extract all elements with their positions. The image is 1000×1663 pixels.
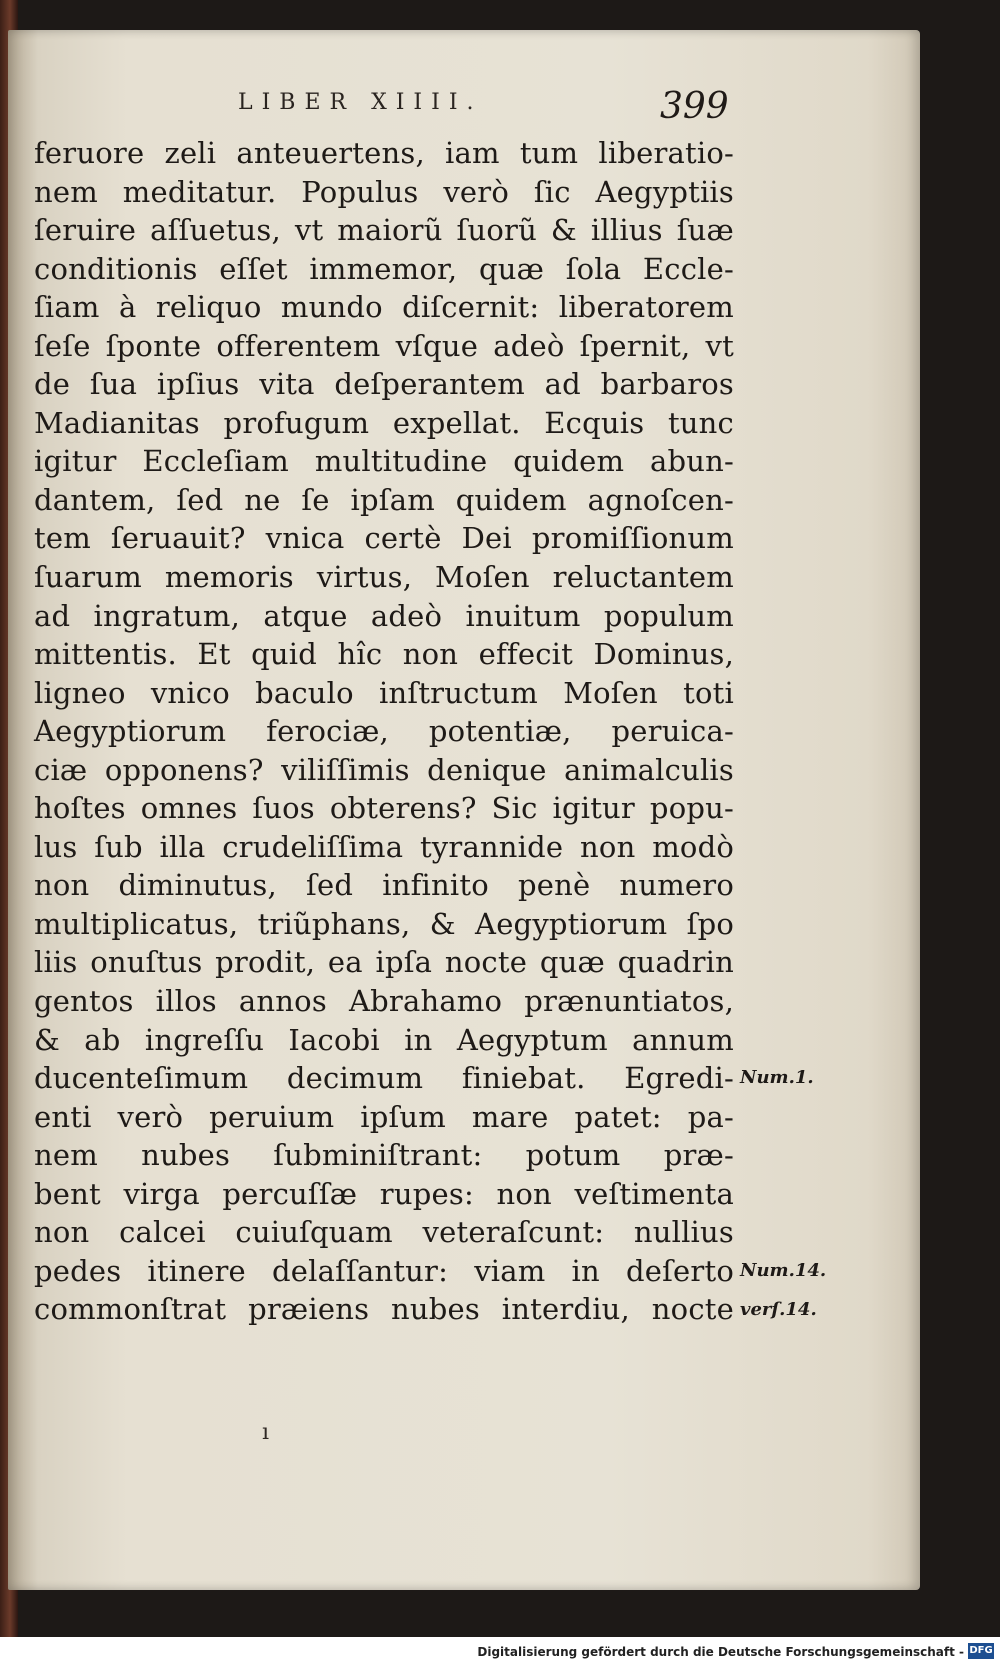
margin-note: Num.1.	[740, 1067, 814, 1089]
text-line: dantem, ſed ne ſe ipſam quidem agnoſcen-	[34, 482, 734, 517]
text-line: ciæ opponens? viliſſimis denique animalculis	[34, 752, 734, 787]
text-line: ligneo vnico baculo inſtructum Moſen toti	[34, 675, 734, 710]
text-line: ſeſe ſponte offerentem vſque adeò ſpernit, vt	[34, 328, 734, 363]
text-line: Aegyptiorum ferociæ, potentiæ, peruica-	[34, 714, 734, 749]
text-line: nem meditatur. Populus verò ſic Aegyptiis	[34, 174, 734, 209]
text-line: liis onuſtus prodit, ea ipſa nocte quæ quadrin	[34, 945, 734, 980]
text-line: igitur Eccleſiam multitudine quidem abun-	[34, 444, 734, 479]
text-line: ſuarum memoris virtus, Moſen reluctantem	[34, 560, 734, 595]
text-line: mittentis. Et quid hîc non effecit Dominus,	[34, 637, 734, 672]
text-line: tem ſeruauit? vnica certè Dei promiſſionum	[34, 521, 734, 556]
text-line: ſiam à reliquo mundo diſcernit: liberatorem	[34, 290, 734, 325]
text-line: pedes itinere delaſſantur: viam in deſerto	[34, 1253, 734, 1288]
text-line: non calcei cuiuſquam veteraſcunt: nullius	[34, 1215, 734, 1250]
text-line: gentos illos annos Abrahamo prænuntiatos,	[34, 984, 734, 1019]
text-line: commonſtrat præiens nubes interdiu, nocte	[34, 1292, 734, 1327]
text-line: hoſtes omnes ſuos obterens? Sic igitur popu-	[34, 791, 734, 826]
stray-mark: ı	[262, 1420, 270, 1445]
text-line: lus ſub illa crudeliſſima tyrannide non modò	[34, 829, 734, 864]
text-line: & ab ingreſſu Iacobi in Aegyptum annum	[34, 1022, 734, 1057]
running-head: LIBER XIIII.	[238, 90, 483, 115]
footer-bar	[0, 1637, 1000, 1663]
text-line: ad ingratum, atque adeò inuitum populum	[34, 598, 734, 633]
dfg-logo-icon: DFG	[968, 1643, 994, 1659]
text-line: non diminutus, ſed infinito penè numero	[34, 868, 734, 903]
text-line: feruore zeli anteuertens, iam tum liberatio-	[34, 136, 734, 170]
text-line: enti verò peruium ipſum mare patet: pa-	[34, 1099, 734, 1134]
text-line: Madianitas profugum expellat. Ecquis tunc	[34, 405, 734, 440]
text-line: conditionis eſſet immemor, quæ ſola Eccle-	[34, 251, 734, 286]
body-text	[34, 134, 734, 1329]
text-line: de ſua ipſius vita deſperantem ad barbaros	[34, 367, 734, 402]
text-line: bent virga percuſſæ rupes: non veſtimenta	[34, 1176, 734, 1211]
margin-note: verſ.14.	[740, 1298, 817, 1320]
text-line: multiplicatus, triũphans, & Aegyptiorum ſpo	[34, 906, 734, 941]
funding-credit: Digitalisierung gefördert durch die Deutsche Forschungsgemeinschaft -	[477, 1645, 964, 1659]
text-line: ſeruire aſſuetus, vt maiorũ ſuorũ & illius ſuæ	[34, 213, 734, 248]
margin-note: Num.14.	[740, 1259, 827, 1281]
page-number: 399	[660, 86, 729, 127]
text-line: ducenteſimum decimum finiebat. Egredi-	[34, 1061, 734, 1096]
text-line: nem nubes ſubminiſtrant: potum præ-	[34, 1138, 734, 1173]
